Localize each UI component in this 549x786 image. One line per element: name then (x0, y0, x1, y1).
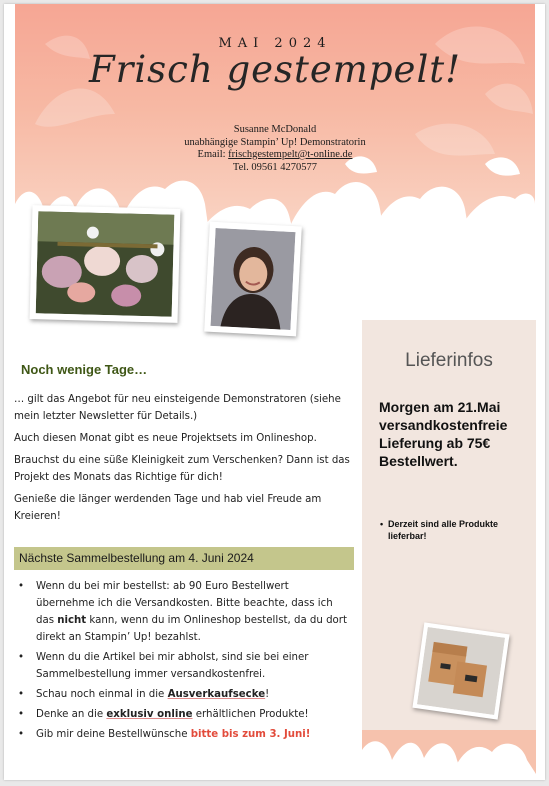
sidebar-leaf-decoration (362, 730, 536, 774)
order-date-title: Nächste Sammelbestellung am 4. Juni 2024 (19, 551, 254, 565)
sale-corner-link[interactable]: Ausverkaufsecke (167, 689, 266, 700)
gift-box-image (417, 627, 505, 715)
bullet-text: kann, wenn du im Onlineshop bestellst, da du dort direkt an Stampin’ Up! bezahlst. (36, 615, 347, 643)
list-item (18, 649, 348, 683)
bullet-marker: • (380, 519, 384, 529)
email-label: Email: (197, 149, 229, 160)
contact-phone: Tel. 09561 4270577 (232, 161, 318, 173)
emphasis-text: nicht (57, 615, 87, 626)
portrait-photo (204, 222, 302, 337)
sidebar-title: Lieferinfos (405, 350, 493, 371)
list-item (18, 726, 348, 743)
bullet-text: Schau noch einmal in die (36, 689, 168, 700)
intro-paragraph: … gilt das Angebot für neu einsteigende Demonstratoren (siehe mein letzter Newsletter für Details.) (14, 394, 341, 422)
bullet-text: Wenn du die Artikel bei mir abholst, sind sie bei einer Sammelbestellung immer versandkostenfrei. (36, 652, 309, 680)
gift-box-photo (412, 622, 509, 719)
bullet-text: erhältlichen Produkte! (192, 709, 309, 720)
list-item (18, 706, 348, 723)
header-banner (15, 4, 535, 239)
order-bullet-list (18, 578, 348, 746)
bullet-marker: • (18, 652, 25, 663)
order-date-banner (14, 547, 354, 570)
delivery-info-sidebar (362, 320, 536, 774)
bullet-text: Wenn du bei mir bestellst: ab 90 Euro Bestellwert übernehme ich die Versandkosten. Bitte beachte, dass ich das (36, 581, 333, 626)
bullet-text: Gib mir deine Bestellwünsche (36, 729, 191, 740)
contact-block (15, 124, 535, 174)
intro-text (14, 391, 354, 530)
bullet-marker: • (18, 729, 25, 740)
availability-text: Derzeit sind alle Produkte lieferbar! (388, 519, 499, 541)
intro-paragraph: Auch diesen Monat gibt es neue Projektsets im Onlineshop. (14, 433, 317, 444)
contact-role: unabhängige Stampin’ Up! Demonstratorin (184, 136, 366, 148)
list-item (18, 686, 348, 703)
online-exclusive-link[interactable]: exklusiv online (106, 709, 193, 720)
deadline-text: bitte bis zum 3. Juni! (190, 729, 311, 740)
list-item (18, 578, 348, 646)
intro-paragraph: Genieße die länger werdenden Tage und hab viel Freude am Kreieren! (14, 494, 322, 522)
bullet-marker: • (18, 709, 25, 720)
bullet-text: ! (265, 689, 270, 700)
bullet-marker: • (18, 689, 25, 700)
contact-email-line (15, 149, 535, 162)
contact-name: Susanne McDonald (233, 124, 317, 135)
intro-paragraph: Brauchst du eine süße Kleinigkeit zum Verschenken? Dann ist das Projekt des Monats das Richtige für dich! (14, 455, 350, 483)
bullet-marker: • (18, 581, 25, 592)
email-link[interactable]: frischgestempelt@t-online.de (228, 149, 353, 160)
section-heading: Noch wenige Tage… (21, 362, 148, 377)
issue-month: MAI 2024 (218, 36, 332, 51)
brand-title: Frisch gestempelt! (88, 48, 462, 91)
newsletter-page (4, 4, 545, 780)
flower-arrangement-image (36, 211, 175, 317)
availability-bullet (380, 518, 528, 542)
flower-photo (30, 205, 181, 323)
portrait-image (210, 228, 295, 330)
delivery-notice: Morgen am 21.Mai versandkostenfreie Lieferung ab 75€ Bestellwert. (379, 399, 508, 469)
bullet-text: Denke an die (36, 709, 107, 720)
